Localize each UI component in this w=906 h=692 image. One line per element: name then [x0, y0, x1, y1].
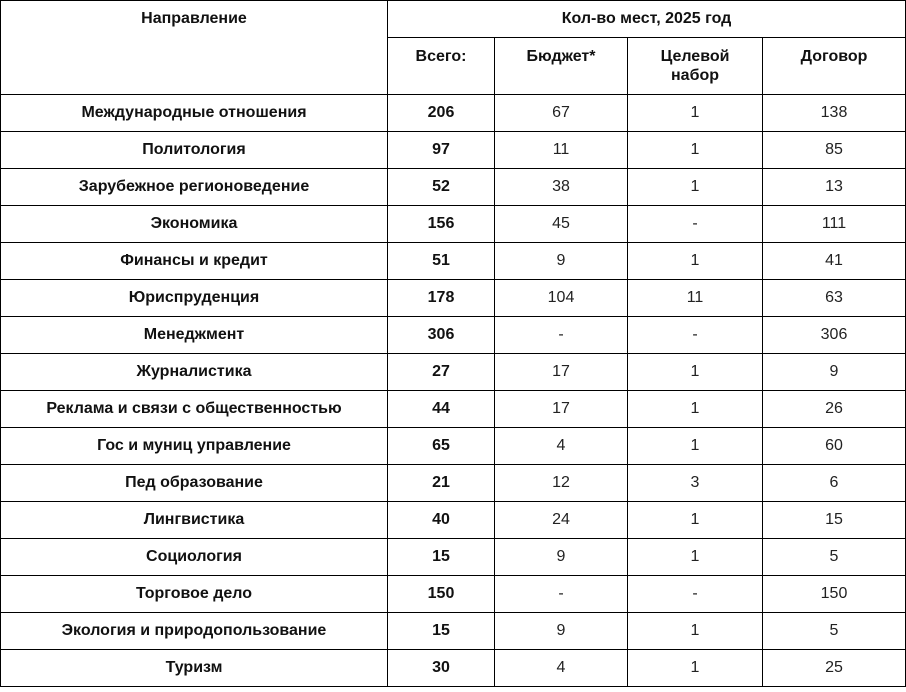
target-cell: 1 [628, 428, 763, 465]
budget-cell: 104 [495, 280, 628, 317]
total-cell: 306 [388, 317, 495, 354]
table-row [1, 206, 906, 243]
direction-cell: Туризм [1, 650, 388, 687]
table-row [1, 280, 906, 317]
total-cell: 206 [388, 95, 495, 132]
header-row-1 [1, 1, 906, 38]
total-cell: 150 [388, 576, 495, 613]
direction-cell: Гос и муниц управление [1, 428, 388, 465]
direction-cell: Торговое дело [1, 576, 388, 613]
target-cell: 1 [628, 95, 763, 132]
contract-cell: 26 [763, 391, 906, 428]
target-cell: 11 [628, 280, 763, 317]
total-cell: 15 [388, 613, 495, 650]
budget-cell: 11 [495, 132, 628, 169]
budget-cell: 12 [495, 465, 628, 502]
target-cell: 1 [628, 613, 763, 650]
table-row [1, 169, 906, 206]
target-cell: 1 [628, 502, 763, 539]
table-row [1, 391, 906, 428]
budget-cell: 45 [495, 206, 628, 243]
direction-cell: Зарубежное регионоведение [1, 169, 388, 206]
table-row [1, 465, 906, 502]
total-cell: 44 [388, 391, 495, 428]
budget-cell: 38 [495, 169, 628, 206]
table-row [1, 243, 906, 280]
header-total: Всего: [388, 38, 495, 95]
header-budget: Бюджет* [495, 38, 628, 95]
table-row [1, 613, 906, 650]
budget-cell: 24 [495, 502, 628, 539]
budget-cell: 17 [495, 391, 628, 428]
direction-cell: Менеджмент [1, 317, 388, 354]
total-cell: 15 [388, 539, 495, 576]
target-cell: 3 [628, 465, 763, 502]
direction-cell: Социология [1, 539, 388, 576]
contract-cell: 150 [763, 576, 906, 613]
budget-cell: 67 [495, 95, 628, 132]
contract-cell: 41 [763, 243, 906, 280]
header-contract: Договор [763, 38, 906, 95]
header-target [628, 38, 763, 95]
direction-cell: Пед образование [1, 465, 388, 502]
contract-cell: 306 [763, 317, 906, 354]
direction-cell: Юриспруденция [1, 280, 388, 317]
total-cell: 97 [388, 132, 495, 169]
contract-cell: 9 [763, 354, 906, 391]
target-cell: 1 [628, 132, 763, 169]
table-row [1, 502, 906, 539]
contract-cell: 138 [763, 95, 906, 132]
target-cell: 1 [628, 243, 763, 280]
total-cell: 51 [388, 243, 495, 280]
total-cell: 156 [388, 206, 495, 243]
total-cell: 52 [388, 169, 495, 206]
total-cell: 27 [388, 354, 495, 391]
direction-cell: Политология [1, 132, 388, 169]
budget-cell: 4 [495, 650, 628, 687]
budget-cell: - [495, 576, 628, 613]
table-row [1, 95, 906, 132]
total-cell: 40 [388, 502, 495, 539]
table-row [1, 317, 906, 354]
direction-cell: Международные отношения [1, 95, 388, 132]
direction-cell: Экономика [1, 206, 388, 243]
contract-cell: 15 [763, 502, 906, 539]
header-places-group: Кол-во мест, 2025 год [388, 1, 906, 38]
budget-cell: 9 [495, 539, 628, 576]
contract-cell: 25 [763, 650, 906, 687]
table-row [1, 428, 906, 465]
header-direction: Направление [1, 1, 388, 95]
budget-cell: 9 [495, 243, 628, 280]
header-target-label: Целевой набор [660, 48, 730, 84]
target-cell: 1 [628, 650, 763, 687]
contract-cell: 111 [763, 206, 906, 243]
table-row [1, 354, 906, 391]
direction-cell: Финансы и кредит [1, 243, 388, 280]
budget-cell: 17 [495, 354, 628, 391]
target-cell: 1 [628, 539, 763, 576]
contract-cell: 60 [763, 428, 906, 465]
direction-cell: Лингвистика [1, 502, 388, 539]
target-cell: 1 [628, 391, 763, 428]
budget-cell: - [495, 317, 628, 354]
total-cell: 65 [388, 428, 495, 465]
contract-cell: 5 [763, 613, 906, 650]
table-row [1, 539, 906, 576]
target-cell: - [628, 206, 763, 243]
contract-cell: 13 [763, 169, 906, 206]
direction-cell: Экология и природопользование [1, 613, 388, 650]
table-row [1, 132, 906, 169]
budget-cell: 4 [495, 428, 628, 465]
target-cell: 1 [628, 354, 763, 391]
total-cell: 30 [388, 650, 495, 687]
contract-cell: 5 [763, 539, 906, 576]
table-row [1, 576, 906, 613]
contract-cell: 85 [763, 132, 906, 169]
total-cell: 178 [388, 280, 495, 317]
contract-cell: 6 [763, 465, 906, 502]
direction-cell: Реклама и связи с общественностью [1, 391, 388, 428]
target-cell: - [628, 576, 763, 613]
target-cell: - [628, 317, 763, 354]
budget-cell: 9 [495, 613, 628, 650]
total-cell: 21 [388, 465, 495, 502]
direction-cell: Журналистика [1, 354, 388, 391]
target-cell: 1 [628, 169, 763, 206]
contract-cell: 63 [763, 280, 906, 317]
table-row [1, 650, 906, 687]
